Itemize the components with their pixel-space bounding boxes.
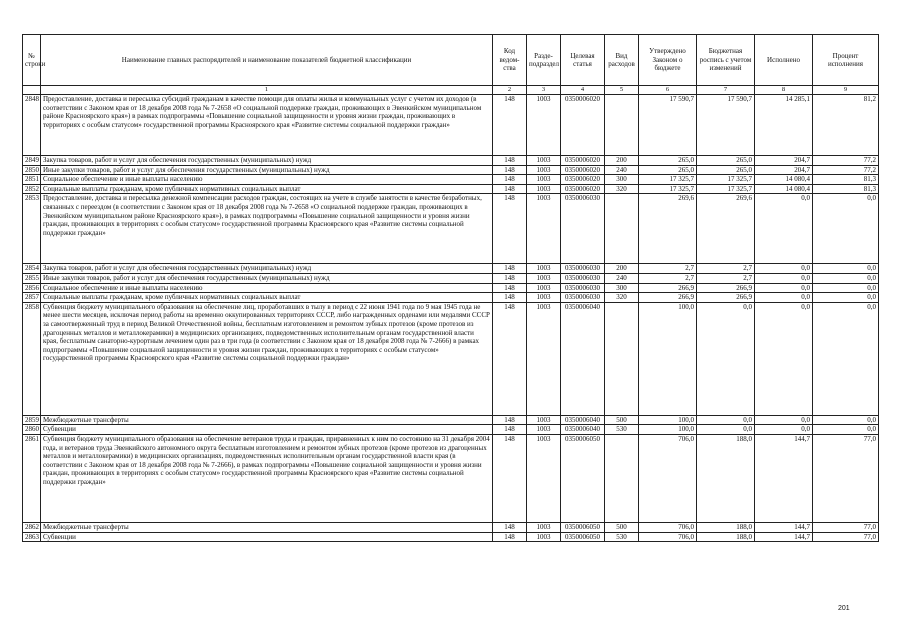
department-code-cell: 148 — [493, 415, 527, 425]
column-number-row — [23, 86, 879, 95]
table-row — [23, 532, 879, 542]
department-code-cell: 148 — [493, 184, 527, 194]
section-code-cell: 1003 — [527, 184, 561, 194]
header-section: Разде-подраздел — [527, 35, 561, 86]
executed-amount-cell: 14 285,1 — [755, 95, 813, 156]
header-executed: Исполнено — [755, 35, 813, 86]
table-row — [23, 283, 879, 293]
header-approved: Утверждено Законом о бюджете — [639, 35, 697, 86]
row-number-cell: 2859 — [23, 415, 41, 425]
page-number: 201 — [838, 605, 850, 612]
department-code-cell: 148 — [493, 175, 527, 185]
department-code-cell: 148 — [493, 532, 527, 542]
target-article-cell: 0350006030 — [561, 293, 605, 303]
budget-list-amount-cell: 2,7 — [697, 273, 755, 283]
budget-list-amount-cell: 17 325,7 — [697, 184, 755, 194]
executed-amount-cell: 204,7 — [755, 165, 813, 175]
section-code-cell: 1003 — [527, 522, 561, 532]
target-article-cell: 0350006020 — [561, 95, 605, 156]
row-name-cell: Предоставление, доставка и пересылка субсидий гражданам в качестве помощи для оплаты жилья и коммунальных услуг с учетом их доходов (в соответствии с Законом края от 18 декабря 2008 года № 7-2658 «О социальной поддержке граждан, проживающих в Эвенкийском муниципальном районе Красноярского края») в рамках подпрограммы «Повышение социальной защищенности и уровня жизни граждан, проживающих в территориях с особым статусом» государственной программы Красноярского края «Развитие системы социальной поддержки граждан» — [41, 95, 493, 156]
budget-list-amount-cell: 188,0 — [697, 434, 755, 522]
department-code-cell: 148 — [493, 293, 527, 303]
department-code-cell: 148 — [493, 434, 527, 522]
section-code-cell: 1003 — [527, 165, 561, 175]
executed-amount-cell: 14 080,4 — [755, 184, 813, 194]
expense-type-cell: 320 — [605, 184, 639, 194]
row-name-cell: Межбюджетные трансферты — [41, 522, 493, 532]
execution-percent-cell: 77,0 — [813, 522, 879, 532]
department-code-cell: 148 — [493, 194, 527, 264]
row-name-cell: Социальные выплаты гражданам, кроме публичных нормативных социальных выплат — [41, 293, 493, 303]
executed-amount-cell: 0,0 — [755, 194, 813, 264]
executed-amount-cell: 204,7 — [755, 156, 813, 166]
approved-amount-cell: 269,6 — [639, 194, 697, 264]
table-row — [23, 522, 879, 532]
column-number: 3 — [527, 86, 561, 95]
budget-list-amount-cell: 0,0 — [697, 415, 755, 425]
budget-list-amount-cell: 17 590,7 — [697, 95, 755, 156]
target-article-cell: 0350006020 — [561, 175, 605, 185]
header-row-no: № строки — [23, 35, 41, 86]
column-number: 2 — [493, 86, 527, 95]
table-row — [23, 95, 879, 156]
row-number-cell: 2856 — [23, 283, 41, 293]
row-number-cell: 2861 — [23, 434, 41, 522]
table-body — [23, 95, 879, 542]
section-code-cell: 1003 — [527, 156, 561, 166]
department-code-cell: 148 — [493, 425, 527, 435]
row-number-cell: 2850 — [23, 165, 41, 175]
row-number-cell: 2858 — [23, 302, 41, 415]
target-article-cell: 0350006050 — [561, 532, 605, 542]
approved-amount-cell: 17 590,7 — [639, 95, 697, 156]
executed-amount-cell: 0,0 — [755, 425, 813, 435]
column-number: 5 — [605, 86, 639, 95]
execution-percent-cell: 0,0 — [813, 415, 879, 425]
approved-amount-cell: 266,9 — [639, 293, 697, 303]
row-name-cell: Субвенции — [41, 532, 493, 542]
table-row — [23, 273, 879, 283]
target-article-cell: 0350006030 — [561, 283, 605, 293]
row-name-cell: Социальное обеспечение и иные выплаты населению — [41, 175, 493, 185]
department-code-cell: 148 — [493, 264, 527, 274]
row-number-cell: 2854 — [23, 264, 41, 274]
table-row — [23, 302, 879, 415]
section-code-cell: 1003 — [527, 434, 561, 522]
budget-list-amount-cell: 269,6 — [697, 194, 755, 264]
department-code-cell: 148 — [493, 522, 527, 532]
row-name-cell: Закупка товаров, работ и услуг для обеспечения государственных (муниципальных) нужд — [41, 264, 493, 274]
budget-list-amount-cell: 188,0 — [697, 522, 755, 532]
row-number-cell: 2853 — [23, 194, 41, 264]
expense-type-cell — [605, 194, 639, 264]
department-code-cell: 148 — [493, 165, 527, 175]
header-expense-type: Вид расходов — [605, 35, 639, 86]
budget-list-amount-cell: 266,9 — [697, 293, 755, 303]
execution-percent-cell: 0,0 — [813, 293, 879, 303]
section-code-cell: 1003 — [527, 415, 561, 425]
execution-percent-cell: 0,0 — [813, 283, 879, 293]
table-row — [23, 415, 879, 425]
approved-amount-cell: 265,0 — [639, 165, 697, 175]
column-number: 8 — [755, 86, 813, 95]
column-number: 1 — [41, 86, 493, 95]
section-code-cell: 1003 — [527, 273, 561, 283]
expense-type-cell — [605, 434, 639, 522]
row-name-cell: Субвенция бюджету муниципального образования на обеспечение лиц, проработавших в тылу в период с 22 июня 1941 года по 9 мая 1945 года не менее шести месяцев, исключая период работы на временно оккупированных территориях СССР, либо награжденных орденами или медалями СССР за самоотверженный труд в период Великой Отечественной войны, бесплатным изготовлением и ремонтом зубных протезов (кроме протезов из драгоценных металлов и металлокерамики) в медицинских организациях, подведомственных исполнительным органам государственной власти края, бесплатным санаторно-курортным лечением один раз в три года (в соответствии с Законом края от 18 декабря 2008 года № 7-2666) в рамках подпрограммы «Повышение социальной защищенности и уровня жизни граждан, проживающих в территориях с особым статусом» государственной программы Красноярского края «Развитие системы социальной поддержки граждан» — [41, 302, 493, 415]
execution-percent-cell: 0,0 — [813, 273, 879, 283]
row-name-cell: Предоставление, доставка и пересылка денежной компенсации расходов граждан, состоящих на учете в службе занятости в качестве безработных, связанных с переездом (в соответствии с Законом края от 18 декабря 2008 года № 7-2658 «О социальной поддержке граждан, проживающих в Эвенкийском муниципальном районе Красноярского края»), в рамках подпрограммы «Повышение социальной защищенности и уровня жизни граждан, проживающих в территориях с особым статусом» государственной программы Красноярского края «Развитие системы социальной поддержки граждан» — [41, 194, 493, 264]
expense-type-cell: 320 — [605, 293, 639, 303]
executed-amount-cell: 0,0 — [755, 273, 813, 283]
row-number-cell: 2857 — [23, 293, 41, 303]
target-article-cell: 0350006020 — [561, 165, 605, 175]
row-name-cell: Субвенция бюджету муниципального образования на обеспечение ветеранов труда и граждан, приравненных к ним по состоянию на 31 декабря 2004 года, и ветеранов труда Эвенкийского автономного округа бесплатным изготовлением и ремонтом зубных протезов (кроме протезов из драгоценных металлов и металлокерамики) в медицинских организациях, подведомственных исполнительным органам государственной власти края (в соответствии с Законом края от 18 декабря 2008 года № 7-2666), в рамках подпрограммы «Повышение социальной защищенности и уровня жизни граждан, проживающих в территориях с особым статусом» государственной программы Красноярского края «Развитие системы социальной поддержки граждан» — [41, 434, 493, 522]
header-row — [23, 35, 879, 86]
table-row — [23, 434, 879, 522]
expense-type-cell: 300 — [605, 175, 639, 185]
row-number-cell: 2862 — [23, 522, 41, 532]
expense-type-cell: 500 — [605, 415, 639, 425]
execution-percent-cell: 0,0 — [813, 425, 879, 435]
column-number: 6 — [639, 86, 697, 95]
budget-report-sheet — [22, 34, 878, 542]
budget-list-amount-cell: 188,0 — [697, 532, 755, 542]
expense-type-cell: 530 — [605, 425, 639, 435]
section-code-cell: 1003 — [527, 302, 561, 415]
expense-type-cell: 240 — [605, 273, 639, 283]
executed-amount-cell: 0,0 — [755, 302, 813, 415]
approved-amount-cell: 706,0 — [639, 522, 697, 532]
budget-list-amount-cell: 17 325,7 — [697, 175, 755, 185]
expense-type-cell: 200 — [605, 156, 639, 166]
execution-percent-cell: 81,2 — [813, 95, 879, 156]
execution-percent-cell: 81,3 — [813, 184, 879, 194]
department-code-cell: 148 — [493, 95, 527, 156]
execution-percent-cell: 77,2 — [813, 156, 879, 166]
header-percent: Процент исполнения — [813, 35, 879, 86]
column-number: 9 — [813, 86, 879, 95]
target-article-cell: 0350006050 — [561, 522, 605, 532]
executed-amount-cell: 14 080,4 — [755, 175, 813, 185]
executed-amount-cell: 0,0 — [755, 293, 813, 303]
target-article-cell: 0350006050 — [561, 434, 605, 522]
expense-type-cell: 200 — [605, 264, 639, 274]
execution-percent-cell: 77,2 — [813, 165, 879, 175]
row-name-cell: Социальные выплаты гражданам, кроме публичных нормативных социальных выплат — [41, 184, 493, 194]
execution-percent-cell: 77,0 — [813, 532, 879, 542]
expense-type-cell: 300 — [605, 283, 639, 293]
row-number-cell: 2851 — [23, 175, 41, 185]
table-row — [23, 165, 879, 175]
section-code-cell: 1003 — [527, 283, 561, 293]
budget-list-amount-cell: 265,0 — [697, 156, 755, 166]
approved-amount-cell: 17 325,7 — [639, 175, 697, 185]
row-name-cell: Социальное обеспечение и иные выплаты населению — [41, 283, 493, 293]
section-code-cell: 1003 — [527, 532, 561, 542]
expense-type-cell: 240 — [605, 165, 639, 175]
section-code-cell: 1003 — [527, 425, 561, 435]
approved-amount-cell: 2,7 — [639, 273, 697, 283]
target-article-cell: 0350006020 — [561, 156, 605, 166]
row-name-cell: Иные закупки товаров, работ и услуг для обеспечения государственных (муниципальных) нужд — [41, 165, 493, 175]
executed-amount-cell: 0,0 — [755, 283, 813, 293]
row-number-cell: 2849 — [23, 156, 41, 166]
expense-type-cell — [605, 95, 639, 156]
section-code-cell: 1003 — [527, 95, 561, 156]
approved-amount-cell: 100,0 — [639, 425, 697, 435]
execution-percent-cell: 0,0 — [813, 302, 879, 415]
approved-amount-cell: 706,0 — [639, 532, 697, 542]
column-number-blank — [23, 86, 41, 95]
target-article-cell: 0350006030 — [561, 264, 605, 274]
department-code-cell: 148 — [493, 156, 527, 166]
target-article-cell: 0350006040 — [561, 425, 605, 435]
department-code-cell: 148 — [493, 273, 527, 283]
approved-amount-cell: 706,0 — [639, 434, 697, 522]
row-number-cell: 2855 — [23, 273, 41, 283]
header-budget-list: Бюджетная роспись с учетом изменений — [697, 35, 755, 86]
expense-type-cell — [605, 302, 639, 415]
section-code-cell: 1003 — [527, 293, 561, 303]
row-number-cell: 2852 — [23, 184, 41, 194]
executed-amount-cell: 0,0 — [755, 264, 813, 274]
table-row — [23, 293, 879, 303]
table-row — [23, 425, 879, 435]
row-number-cell: 2863 — [23, 532, 41, 542]
budget-list-amount-cell: 265,0 — [697, 165, 755, 175]
table-row — [23, 184, 879, 194]
table-row — [23, 175, 879, 185]
target-article-cell: 0350006030 — [561, 273, 605, 283]
header-target: Целевая статья — [561, 35, 605, 86]
expense-type-cell: 530 — [605, 532, 639, 542]
target-article-cell: 0350006040 — [561, 415, 605, 425]
header-name: Наименование главных распорядителей и наименование показателей бюджетной классификации — [41, 35, 493, 86]
table-row — [23, 194, 879, 264]
section-code-cell: 1003 — [527, 175, 561, 185]
target-article-cell: 0350006040 — [561, 302, 605, 415]
budget-list-amount-cell: 266,9 — [697, 283, 755, 293]
row-number-cell: 2848 — [23, 95, 41, 156]
column-number: 4 — [561, 86, 605, 95]
budget-list-amount-cell: 0,0 — [697, 425, 755, 435]
row-name-cell: Субвенции — [41, 425, 493, 435]
section-code-cell: 1003 — [527, 264, 561, 274]
executed-amount-cell: 144,7 — [755, 522, 813, 532]
approved-amount-cell: 2,7 — [639, 264, 697, 274]
row-name-cell: Межбюджетные трансферты — [41, 415, 493, 425]
executed-amount-cell: 144,7 — [755, 434, 813, 522]
section-code-cell: 1003 — [527, 194, 561, 264]
department-code-cell: 148 — [493, 283, 527, 293]
execution-percent-cell: 81,3 — [813, 175, 879, 185]
budget-list-amount-cell: 2,7 — [697, 264, 755, 274]
approved-amount-cell: 17 325,7 — [639, 184, 697, 194]
target-article-cell: 0350006030 — [561, 194, 605, 264]
row-name-cell: Иные закупки товаров, работ и услуг для обеспечения государственных (муниципальных) нужд — [41, 273, 493, 283]
execution-percent-cell: 77,0 — [813, 434, 879, 522]
approved-amount-cell: 266,9 — [639, 283, 697, 293]
header-code: Код ведом-ства — [493, 35, 527, 86]
budget-list-amount-cell: 0,0 — [697, 302, 755, 415]
executed-amount-cell: 144,7 — [755, 532, 813, 542]
expense-type-cell: 500 — [605, 522, 639, 532]
target-article-cell: 0350006020 — [561, 184, 605, 194]
approved-amount-cell: 265,0 — [639, 156, 697, 166]
executed-amount-cell: 0,0 — [755, 415, 813, 425]
department-code-cell: 148 — [493, 302, 527, 415]
row-name-cell: Закупка товаров, работ и услуг для обеспечения государственных (муниципальных) нужд — [41, 156, 493, 166]
column-number: 7 — [697, 86, 755, 95]
table-row — [23, 264, 879, 274]
row-number-cell: 2860 — [23, 425, 41, 435]
execution-percent-cell: 0,0 — [813, 264, 879, 274]
approved-amount-cell: 100,0 — [639, 415, 697, 425]
execution-percent-cell: 0,0 — [813, 194, 879, 264]
budget-execution-table — [22, 34, 879, 542]
approved-amount-cell: 100,0 — [639, 302, 697, 415]
table-row — [23, 156, 879, 166]
